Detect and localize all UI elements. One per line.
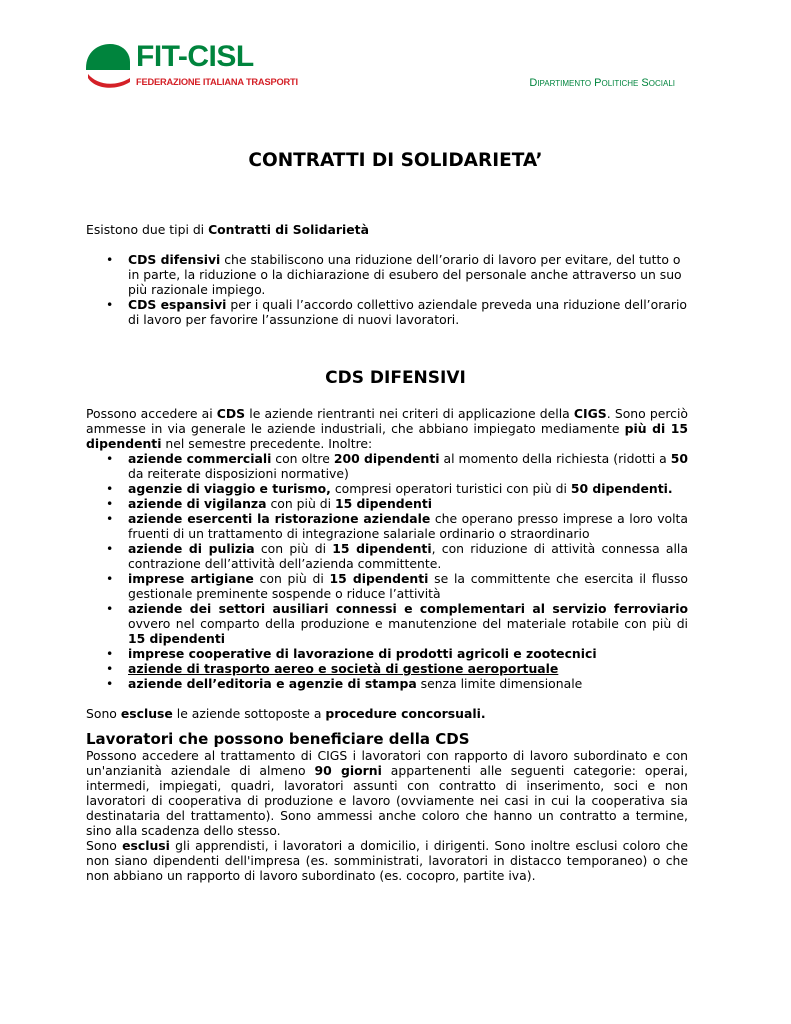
bold: procedure concorsuali. [325, 706, 486, 721]
text: da reiterate disposizioni normative) [128, 466, 349, 481]
bullet: • [106, 481, 114, 496]
bold: aziende dell’editoria e agenzie di stampa [128, 676, 417, 691]
difensivi-paragraph [86, 406, 688, 451]
bold: 50 [670, 451, 689, 466]
lavoratori-paragraph-2 [86, 838, 688, 883]
text: che operano presso imprese a loro volta fruenti di un trattamento di integrazione salariale ordinario o straordinario [128, 511, 689, 541]
bold: 50 dipendenti. [570, 481, 673, 496]
bullet: • [106, 601, 114, 616]
bold: esclusi [122, 838, 170, 853]
bold: 90 giorni [314, 763, 382, 778]
underlined-bold: aziende di trasporto aereo e società di gestione aeroportuale [128, 661, 559, 676]
text: appartenenti alle seguenti categorie: operai, intermedi, impiegati, quadri, lavoratori assunti con contratto di inserimento, soci e non lavoratori di cooperativa di produzione e lavoro (ovviamente nei casi in cui la cooperativa sia destinataria del trattamento). Sono ammessi anche coloro che hanno un contratto a termine, sino alla scadenza dello stesso. [86, 763, 688, 838]
text: con più di [266, 496, 335, 511]
text: gli apprendisti, i lavoratori a domicilio, i dirigenti. Sono inoltre esclusi coloro che non siano dipendenti dell'impresa (es. somministrati, lavoratori in distacco temporaneo) o che non abbiano un rapporto di lavoro subordinato (es. cocopro, partite iva). [86, 838, 688, 883]
text: Sono [86, 706, 121, 721]
text: le aziende rientranti nei criteri di applicazione della [245, 406, 574, 421]
bold: 15 dipendenti [335, 496, 433, 511]
bullet: • [106, 511, 114, 526]
bullet: • [106, 661, 114, 676]
excluded-paragraph [86, 706, 688, 721]
intro-section [86, 222, 688, 327]
logo-subtitle: FEDERAZIONE ITALIANA TRASPORTI [136, 77, 298, 87]
difensivi-list [86, 451, 688, 691]
bold: aziende di pulizia [128, 541, 255, 556]
item-text: per i quali l’accordo collettivo aziendale preveda una riduzione dell’orario di lavoro per favorire l’assunzione di nuovi lavoratori. [128, 297, 688, 327]
lavoratori-paragraph-1 [86, 748, 688, 838]
fit-cisl-logo [84, 40, 298, 92]
bullet: • [106, 541, 114, 556]
list-item [86, 661, 688, 676]
bold: aziende commerciali [128, 451, 272, 466]
bold: 15 dipendenti [332, 541, 432, 556]
text: senza limite dimensionale [416, 676, 583, 691]
logo-title: FIT-CISL [136, 40, 254, 73]
bold: CDS [216, 406, 246, 421]
text: con più di [254, 541, 333, 556]
list-item [86, 496, 688, 511]
bold: 200 dipendenti [333, 451, 440, 466]
text: le aziende sottoposte a [172, 706, 326, 721]
text: se la committente che esercita il flusso gestionale preminente sospende o riduce l’attività [128, 571, 688, 601]
item-bold: CDS difensivi [128, 252, 221, 267]
bold: escluse [120, 706, 173, 721]
text: con più di [253, 571, 330, 586]
list-item [86, 451, 688, 481]
list-item [86, 511, 688, 541]
intro-bold: Contratti di Solidarietà [208, 222, 369, 237]
text: . Sono perciò ammesse in via generale le aziende industriali, che abbiano impiegato mediamente [86, 406, 688, 436]
bold: 15 dipendenti [329, 571, 429, 586]
difensivi-section [86, 406, 688, 721]
bullet: • [106, 571, 114, 586]
text: con oltre [271, 451, 334, 466]
bold: aziende di vigilanza [128, 496, 267, 511]
text: , con riduzione di attività connessa alla contrazione dell’attività dell’azienda committente. [128, 541, 688, 571]
item-text: che stabiliscono una riduzione dell’orario di lavoro per evitare, del tutto o in parte, la riduzione o la dichiarazione di esubero del personale anche attraverso un suo più razionale impiego. [128, 252, 682, 297]
bold: aziende dei settori ausiliari connessi e complementari al servizio ferroviario [128, 601, 688, 616]
bold: agenzie di viaggio e turismo, [128, 481, 331, 496]
bold: CIGS [573, 406, 607, 421]
list-item [86, 571, 688, 601]
list-item [86, 481, 688, 496]
item-bold: CDS espansivi [128, 297, 227, 312]
list-item [86, 252, 688, 297]
text: ovvero nel comparto della produzione e manutenzione del materiale rotabile con più di [128, 616, 688, 631]
bullet: • [106, 252, 114, 267]
section-title-difensivi: CDS DIFENSIVI [325, 368, 466, 388]
section-title-lavoratori: Lavoratori che possono beneficiare della CDS [86, 730, 470, 748]
text: al momento della richiesta (ridotti a [439, 451, 671, 466]
text: Possono accedere ai [86, 406, 217, 421]
bold: aziende esercenti la ristorazione aziendale [128, 511, 431, 526]
list-item [86, 541, 688, 571]
department-label: Dipartimento Politiche Sociali [529, 77, 675, 89]
lavoratori-section [86, 748, 688, 883]
fit-cisl-emblem-icon [84, 42, 132, 90]
bullet: • [106, 297, 114, 312]
bold: 15 dipendenti [128, 631, 226, 646]
bullet: • [106, 646, 114, 661]
text: Sono [86, 838, 123, 853]
text: nel semestre precedente. Inoltre: [161, 436, 373, 451]
list-item [86, 676, 688, 691]
list-item [86, 297, 688, 327]
text: compresi operatori turistici con più di [330, 481, 571, 496]
text: Possono accedere al trattamento di CIGS i lavoratori con rapporto di lavoro subordinato e con un'anzianità aziendale di almeno [86, 748, 688, 778]
bullet: • [106, 451, 114, 466]
intro-text: Esistono due tipi di [86, 222, 209, 237]
bold: imprese cooperative di lavorazione di prodotti agricoli e zootecnici [128, 646, 597, 661]
intro-paragraph [86, 222, 688, 237]
bold: più di 15 dipendenti [86, 421, 688, 451]
list-item [86, 601, 688, 646]
intro-list [86, 252, 688, 327]
list-item [86, 646, 688, 661]
bullet: • [106, 676, 114, 691]
bullet: • [106, 496, 114, 511]
bold: imprese artigiane [128, 571, 254, 586]
page-title: CONTRATTI DI SOLIDARIETA’ [248, 150, 543, 171]
